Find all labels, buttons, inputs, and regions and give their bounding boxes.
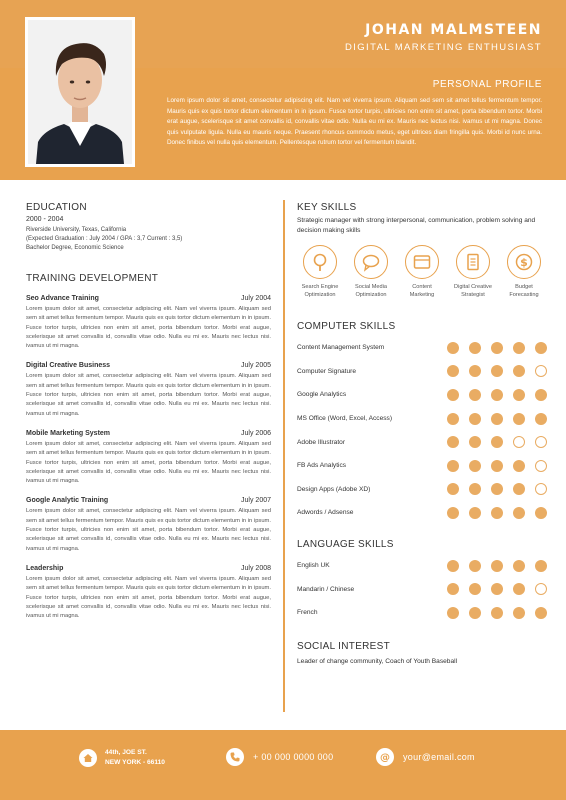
- social-heading: SOCIAL INTEREST: [297, 640, 391, 652]
- rating-dot-filled: [447, 507, 459, 519]
- rating-dot-filled: [469, 583, 481, 595]
- rating-dot-filled: [535, 389, 547, 401]
- rating-dot-filled: [447, 413, 459, 425]
- phone-number: + 00 000 0000 000: [253, 752, 334, 762]
- rating-dot-filled: [491, 607, 503, 619]
- rating-dot-filled: [447, 436, 459, 448]
- svg-text:$: $: [520, 256, 528, 269]
- training-text: Lorem ipsum dolor sit amet, consectetur adipiscing elit. Nam vel viverra ipsum. Aliquam sed sem sit amet tellus fermentum tempor. Mauris quis ex quis tortor dictum elementum in in ipsum. Fusce tortor turpis, ultricies non enim sit amet, porta bibendum tortor. Morbi erat augue, scelerisque sit amet convallis id, convallis vitae odio. Nulla eu mi ex. Mauris nec lectus nisi. ivamus ut mi magna.: [26, 373, 271, 417]
- skill-rating: [447, 413, 547, 425]
- skill-rating: [447, 607, 547, 619]
- training-item: [26, 497, 271, 553]
- skill-row: [297, 577, 547, 601]
- rating-dot-empty: [535, 583, 547, 595]
- education-years: 2000 - 2004: [26, 216, 64, 223]
- rating-dot-filled: [513, 607, 525, 619]
- language-skills-heading: LANGUAGE SKILLS: [297, 538, 394, 550]
- skill-row: [297, 554, 547, 578]
- rating-dot-filled: [447, 483, 459, 495]
- browser-window-icon: [412, 252, 432, 272]
- rating-dot-filled: [491, 507, 503, 519]
- skill-name: Computer Signature: [297, 367, 357, 375]
- key-skill-budget: [501, 245, 547, 299]
- rating-dot-filled: [513, 560, 525, 572]
- skill-name: Content Management System: [297, 344, 385, 352]
- training-year: July 2006: [241, 429, 271, 437]
- rating-dot-filled: [491, 483, 503, 495]
- skill-name: Google Analytics: [297, 391, 347, 399]
- skill-name: Adwords / Adsense: [297, 509, 354, 517]
- key-skill-label: Search Engine: [301, 284, 339, 290]
- skill-row: [297, 454, 547, 478]
- education-degree: Bachelor Degree, Economic Science: [26, 245, 124, 251]
- search-icon: [310, 252, 330, 272]
- training-item: [26, 362, 271, 418]
- rating-dot-filled: [491, 365, 503, 377]
- skill-name: Adobe Illustrator: [297, 438, 346, 446]
- document-icon: [463, 252, 483, 272]
- header-band: [0, 0, 566, 180]
- skill-rating: [447, 436, 547, 448]
- profile-text: Lorem ipsum dolor sit amet, consectetur adipiscing elit. Nam vel viverra ipsum. Aliquam sed sem sit amet tellus fermentum tempor. Mauris quis ex quis tortor dictum elementum in in ipsum. Fusce tortor turpis, ultricies non enim sit amet, porta bibendum tortor. Morbi erat augue, scelerisque sit amet convallis id, convallis vitae odio. Nulla eu mi ex. Mauris nec lectus nisi. ivamus ut mi magna. Donec quis vulputate ligula. Nulla eu mauris neque. Praesent rhoncus commodo metus, eget ultrices diam fringilla quis. Morbi id nunc urna. Donec finibus vel nulla quis elementum. Pellentesque rutrum tortor vel fermentum blandit.: [167, 97, 542, 147]
- rating-dot-filled: [535, 342, 547, 354]
- language-skills-section: [297, 539, 547, 625]
- rating-dot-filled: [491, 560, 503, 572]
- key-skill-label: Content: [412, 284, 432, 290]
- training-heading: TRAINING DEVELOPMENT: [26, 273, 159, 284]
- skill-rating: [447, 507, 547, 519]
- rating-dot-filled: [447, 342, 459, 354]
- training-text: Lorem ipsum dolor sit amet, consectetur adipiscing elit. Nam vel viverra ipsum. Aliquam sed sem sit amet tellus fermentum tempor. Mauris quis ex quis tortor dictum elementum in in ipsum. Fusce tortor turpis, ultricies non enim sit amet, porta bibendum tortor. Morbi erat augue, scelerisque sit amet convallis id, convallis vitae odio. Nulla eu mi ex. Mauris nec lectus nisi. ivamus ut mi magna.: [26, 508, 271, 552]
- rating-dot-filled: [469, 436, 481, 448]
- rating-dot-filled: [469, 607, 481, 619]
- training-section: [26, 273, 271, 621]
- social-section: [297, 641, 547, 665]
- rating-dot-filled: [535, 507, 547, 519]
- rating-dot-filled: [513, 583, 525, 595]
- rating-dot-filled: [447, 583, 459, 595]
- rating-dot-filled: [469, 460, 481, 472]
- email-address: your@email.com: [403, 752, 475, 762]
- skill-name: FB Ads Analytics: [297, 462, 347, 470]
- skill-name: MS Office (Word, Excel, Access): [297, 415, 393, 423]
- rating-dot-filled: [469, 413, 481, 425]
- footer-email: [376, 748, 475, 766]
- skill-name: English UK: [297, 562, 330, 570]
- rating-dot-empty: [535, 460, 547, 472]
- computer-skills-list: [297, 336, 547, 525]
- rating-dot-filled: [513, 460, 525, 472]
- training-year: July 2005: [241, 362, 271, 370]
- address-line: 44th, JOE ST.: [105, 749, 147, 756]
- rating-dot-filled: [469, 365, 481, 377]
- skill-name: Design Apps (Adobe XD): [297, 485, 371, 493]
- rating-dot-filled: [491, 583, 503, 595]
- rating-dot-empty: [535, 365, 547, 377]
- key-skill-content: [399, 245, 445, 299]
- rating-dot-filled: [535, 413, 547, 425]
- skill-rating: [447, 460, 547, 472]
- portrait-image: [28, 20, 132, 164]
- training-text: Lorem ipsum dolor sit amet, consectetur adipiscing elit. Nam vel viverra ipsum. Aliquam sed sem sit amet tellus fermentum tempor. Mauris quis ex quis tortor dictum elementum in in ipsum. Fusce tortor turpis, ultricies non enim sit amet, porta bibendum tortor. Morbi erat augue, scelerisque sit amet convallis id, convallis vitae odio. Nulla eu mi ex. Mauris nec lectus nisi. ivamus ut mi magna.: [26, 306, 271, 350]
- rating-dot-filled: [535, 607, 547, 619]
- training-item: [26, 430, 271, 486]
- skill-row: [297, 383, 547, 407]
- key-skill-label: Social Media: [354, 284, 388, 290]
- key-skill-label: Optimization: [355, 292, 387, 298]
- training-year: July 2007: [241, 497, 271, 505]
- skill-rating: [447, 560, 547, 572]
- training-item: [26, 295, 271, 351]
- computer-skills-heading: COMPUTER SKILLS: [297, 321, 396, 332]
- rating-dot-filled: [513, 507, 525, 519]
- skill-row: [297, 360, 547, 384]
- skill-row: [297, 407, 547, 431]
- training-name: Seo Advance Training: [26, 295, 99, 302]
- right-column: [297, 202, 547, 665]
- skill-rating: [447, 389, 547, 401]
- skill-name: Mandarin / Chinese: [297, 585, 355, 593]
- key-skill-label: Optimization: [304, 292, 336, 298]
- rating-dot-filled: [469, 560, 481, 572]
- key-skill-label: Digital Creative: [454, 284, 492, 290]
- skill-rating: [447, 583, 547, 595]
- key-skill-icons: [297, 245, 547, 299]
- key-skill-seo: [297, 245, 343, 299]
- rating-dot-filled: [447, 365, 459, 377]
- at-sign-icon: [376, 748, 394, 766]
- rating-dot-filled: [513, 413, 525, 425]
- training-name: Google Analytic Training: [26, 497, 109, 505]
- phone-icon: [226, 748, 244, 766]
- skill-row: [297, 336, 547, 360]
- skill-row: [297, 601, 547, 625]
- language-skills-list: [297, 554, 547, 625]
- rating-dot-filled: [491, 436, 503, 448]
- skill-row: [297, 501, 547, 525]
- rating-dot-filled: [447, 560, 459, 572]
- rating-dot-filled: [513, 365, 525, 377]
- training-name: Leadership: [26, 564, 64, 572]
- training-year: July 2004: [241, 295, 271, 302]
- rating-dot-filled: [491, 389, 503, 401]
- candidate-name: JOHAN MALMSTEEN: [365, 22, 542, 38]
- skill-row: [297, 478, 547, 502]
- key-skills-heading: KEY SKILLS: [297, 202, 357, 213]
- key-skill-label: Forecasting: [509, 292, 539, 298]
- rating-dot-empty: [535, 483, 547, 495]
- skill-rating: [447, 342, 547, 354]
- rating-dot-filled: [535, 560, 547, 572]
- svg-text:@: @: [380, 752, 390, 763]
- training-text: Lorem ipsum dolor sit amet, consectetur adipiscing elit. Nam vel viverra ipsum. Aliquam sed sem sit amet tellus fermentum tempor. Mauris quis ex quis tortor dictum elementum in in ipsum. Fusce tortor turpis, ultricies non enim sit amet, porta bibendum tortor. Morbi erat augue, scelerisque sit amet convallis id, convallis vitae odio. Nulla eu mi ex. Mauris nec lectus nisi. ivamus ut mi magna.: [26, 440, 271, 485]
- rating-dot-filled: [469, 389, 481, 401]
- key-skill-label: Marketing: [409, 292, 435, 298]
- rating-dot-filled: [447, 389, 459, 401]
- rating-dot-filled: [513, 342, 525, 354]
- rating-dot-filled: [513, 483, 525, 495]
- rating-dot-empty: [535, 436, 547, 448]
- rating-dot-filled: [447, 460, 459, 472]
- column-divider: [283, 200, 285, 712]
- rating-dot-filled: [491, 460, 503, 472]
- footer-band: [0, 730, 566, 800]
- training-text: Lorem ipsum dolor sit amet, consectetur adipiscing elit. Nam vel viverra ipsum. Aliquam sed sem sit amet tellus fermentum tempor. Mauris quis ex quis tortor dictum elementum in in ipsum. Fusce tortor turpis, ultricies non enim sit amet, porta bibendum tortor. Morbi erat augue, scelerisque sit amet convallis id, convallis vitae odio. Nulla eu mi ex. Mauris nec lectus nisi. ivamus ut mi magna.: [26, 575, 271, 620]
- skill-rating: [447, 365, 547, 377]
- rating-dot-filled: [469, 507, 481, 519]
- rating-dot-filled: [469, 483, 481, 495]
- rating-dot-filled: [513, 389, 525, 401]
- rating-dot-filled: [447, 607, 459, 619]
- social-text: Leader of change community, Coach of Youth Baseball: [297, 657, 458, 665]
- education-gpa: (Expected Graduation : July 2004 / GPA : 3,7 Current : 3,5): [26, 236, 183, 242]
- address-line: NEW YORK - 66110: [105, 759, 165, 766]
- footer-phone: [226, 748, 333, 766]
- candidate-role: DIGITAL MARKETING ENTHUSIAST: [344, 42, 542, 53]
- skill-rating: [447, 483, 547, 495]
- training-name: Digital Creative Business: [26, 362, 111, 370]
- key-skill-label: Strategist: [461, 292, 485, 298]
- key-skill-strategist: [450, 245, 496, 299]
- key-skill-social: [348, 245, 394, 299]
- rating-dot-empty: [513, 436, 525, 448]
- dollar-icon: [514, 252, 534, 272]
- rating-dot-filled: [491, 342, 503, 354]
- education-heading: EDUCATION: [26, 202, 87, 213]
- key-skill-label: Budget: [515, 284, 533, 290]
- profile-photo: [25, 17, 135, 167]
- computer-skills-section: [297, 321, 547, 525]
- skill-name: French: [297, 609, 318, 617]
- footer-address: [79, 748, 165, 768]
- training-name: Mobile Marketing System: [26, 429, 111, 437]
- rating-dot-filled: [491, 413, 503, 425]
- education-school: Riverside University, Texas, California: [26, 227, 127, 233]
- rating-dot-filled: [469, 342, 481, 354]
- left-column: [26, 202, 271, 621]
- training-year: July 2008: [241, 564, 271, 572]
- speech-bubble-icon: [361, 252, 381, 272]
- profile-heading: PERSONAL PROFILE: [432, 79, 542, 90]
- home-icon: [79, 749, 97, 767]
- key-skills-description: Strategic manager with strong interpersonal, communication, problem solving and decision making skills: [297, 217, 536, 234]
- skill-row: [297, 430, 547, 454]
- training-item: [26, 565, 271, 621]
